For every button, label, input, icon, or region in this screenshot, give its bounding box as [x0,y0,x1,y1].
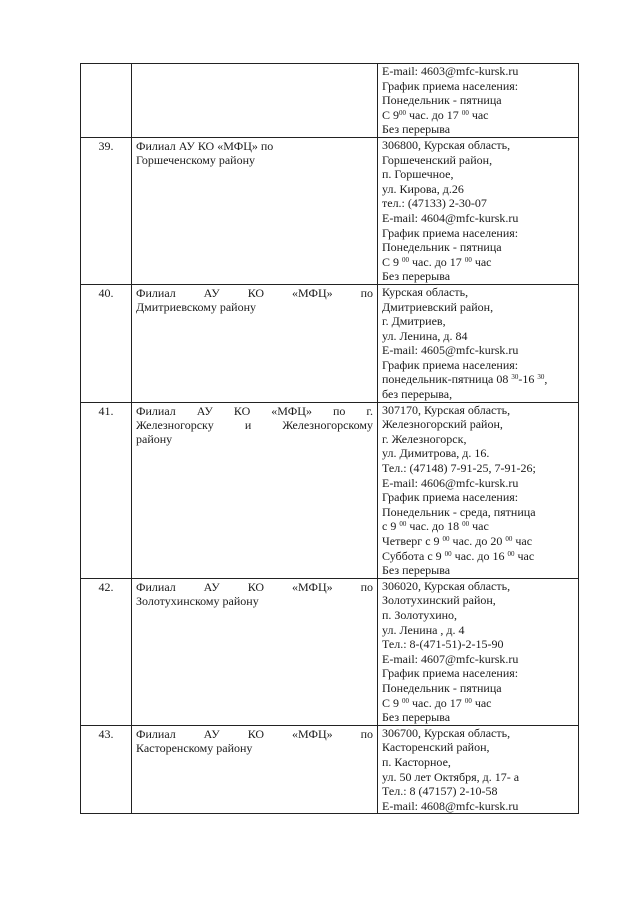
contact-line [382,784,576,799]
contact-info-cell [378,402,579,578]
table-row [81,402,579,578]
time-minutes: 00 [464,696,472,705]
branch-name-cell [132,725,378,814]
contact-info-cell [378,284,579,402]
contact-line [382,269,576,284]
contact-text: 306700, Курская область, [382,725,511,740]
branch-name [132,403,377,446]
table-row [81,284,579,402]
contact-line [382,563,576,578]
contact-line [382,593,576,608]
branch-name [132,64,377,65]
contact-line [382,519,576,534]
contact-text: час. до 20 [449,534,506,548]
time-minutes: 00 [464,255,472,264]
contact-text: без перерыва, [382,387,453,402]
time-minutes: 00 [461,108,469,117]
branch-name-line: Касторенскому району [136,740,253,755]
contact-line [382,226,576,241]
contact-text: Без перерыва [382,563,451,578]
contact-text: Касторенский район, [382,740,490,755]
time-minutes: 00 [399,108,407,117]
contact-text: час. до 17 [409,695,465,710]
contact-text: Дмитриевский район, [382,299,494,314]
time-minutes: 00 [402,696,410,705]
contact-line [382,534,576,549]
contact-text: Курская область, [382,284,469,299]
contact-text: г. Железногорск, [382,431,467,446]
branch-name-line: Железногорску и Железногорскому [136,417,373,432]
contact-line [382,211,576,226]
contact-line [382,770,576,785]
row-number-cell [81,64,132,138]
contact-line [382,666,576,681]
contact-text: Четверг с 9 [382,534,443,548]
contact-line [382,710,576,725]
contact-text: E-mail: 4608@mfc-kursk.ru [382,798,519,813]
row-number: 43. [98,726,114,741]
contact-line [382,417,576,432]
time-minutes: 00 [399,520,407,529]
contact-text: График приема населения: [382,490,519,505]
contact-text: 306020, Курская область, [382,578,511,593]
contact-line [382,623,576,638]
contact-text: E-mail: 4604@mfc-kursk.ru [382,210,519,225]
table-row [81,578,579,725]
time-minutes: 00 [507,549,515,558]
contact-text: График приема населения: [382,357,519,372]
contact-text: Горшеченский район, [382,152,493,167]
contact-info [378,726,578,814]
contact-line [382,240,576,255]
contact-line [382,726,576,741]
contact-info [378,64,578,137]
contact-text: С 9 [382,254,403,269]
contact-text: Понедельник - пятница [382,93,502,108]
time-minutes: 00 [462,520,470,529]
contact-text: час [514,548,535,563]
time-minutes: 30 [537,373,545,382]
contact-line [382,681,576,696]
contact-text: п. Касторное, [382,754,451,769]
contact-info-cell [378,725,579,814]
contact-line [382,138,576,153]
contact-line [382,432,576,447]
branch-name-line: Горшеченскому району [136,152,256,167]
contact-text: час [471,254,492,269]
contact-info [378,579,578,725]
contact-line [382,755,576,770]
row-number-cell [81,402,132,578]
contact-line [382,300,576,315]
contact-info [378,285,578,402]
contact-line [382,446,576,461]
contact-text: г. Дмитриев, [382,314,446,329]
contact-line [382,153,576,168]
contact-line [382,490,576,505]
row-number-cell [81,578,132,725]
branch-name-cell [132,284,378,402]
row-number: 39. [98,138,114,153]
contact-text: с 9 [382,519,400,534]
contact-text: Понедельник - пятница [382,240,502,255]
contact-line [382,314,576,329]
time-minutes: 00 [402,255,410,264]
contact-text: 307170, Курская область, [382,402,511,417]
contact-line [382,64,576,79]
contact-text: Без перерыва [382,710,451,725]
branch-name-line: Золотухинскому району [136,593,259,608]
contact-text: С 9 [382,695,403,710]
contact-text: График приема населения: [382,225,519,240]
contact-info-cell [378,578,579,725]
contact-info [378,403,578,578]
row-number [81,64,131,65]
contact-text: час. до 17 [409,254,465,269]
branch-name-cell [132,402,378,578]
branch-name-line: Филиал АУ КО «МФЦ» по [136,579,373,594]
row-number: 40. [98,285,114,300]
contact-line [382,505,576,520]
table-row [81,137,579,284]
contact-text: График приема населения: [382,666,519,681]
row-number-cell [81,725,132,814]
branch-name-cell [132,137,378,284]
contact-text: понедельник-пятница 08 [382,372,512,387]
branch-name-line: Филиал АУ КО «МФЦ» по г. [136,403,373,418]
contact-text: час. до 16 [451,548,508,563]
contact-line [382,549,576,564]
contact-text: Тел.: 8 (47157) 2-10-58 [382,784,498,799]
branch-name [132,285,377,314]
table-row [81,64,579,138]
contact-line [382,696,576,711]
contact-line [382,358,576,373]
contact-line [382,403,576,418]
contact-line [382,108,576,123]
contact-line [382,255,576,270]
contact-text: Без перерыва [382,122,451,137]
contact-line [382,637,576,652]
contact-line [382,799,576,814]
contact-line [382,329,576,344]
contact-line [382,579,576,594]
contact-line [382,372,576,387]
contact-line [382,476,576,491]
contact-text: , [544,372,548,387]
branches-table-body [81,64,579,814]
time-minutes: 00 [444,549,452,558]
contact-text: E-mail: 4607@mfc-kursk.ru [382,651,519,666]
contact-line [382,93,576,108]
contact-text: Золотухинский район, [382,593,496,608]
row-number-cell [81,137,132,284]
contact-text: час. до 17 [406,107,462,122]
contact-line [382,461,576,476]
branch-name [132,138,377,167]
contact-text: E-mail: 4605@mfc-kursk.ru [382,343,519,358]
contact-line [382,285,576,300]
contact-line [382,387,576,402]
contact-line [382,608,576,623]
contact-text: E-mail: 4606@mfc-kursk.ru [382,475,519,490]
contact-info-cell [378,64,579,138]
contact-text: Понедельник - среда, пятница [382,504,536,519]
contact-line [382,196,576,211]
branch-name-cell [132,578,378,725]
branch-name-cell [132,64,378,138]
contact-line [382,740,576,755]
contact-text: час [469,519,489,534]
contact-text: п. Горшечное, [382,167,454,182]
branch-name [132,726,377,755]
contact-text: ул. Димитрова, д. 16. [382,446,490,461]
time-minutes: 30 [511,373,519,382]
row-number: 41. [98,403,114,418]
contact-info [378,138,578,284]
contact-line [382,182,576,197]
contact-text: Железногорский район, [382,417,503,432]
contact-text: Тел.: (47148) 7-91-25, 7-91-26; [382,461,536,476]
contact-text: тел.: (47133) 2-30-07 [382,196,487,211]
time-minutes: 00 [442,535,450,543]
contact-text: 306800, Курская область, [382,137,511,152]
branch-name-line: Дмитриевскому району [136,299,257,314]
contact-text: п. Золотухино, [382,607,458,622]
contact-text: Понедельник - пятница [382,680,502,695]
table-row [81,725,579,814]
contact-text: час [471,695,492,710]
contact-line [382,167,576,182]
contact-info-cell [378,137,579,284]
contact-text: График приема населения: [382,78,519,93]
contact-text: ул. Ленина, д. 84 [382,328,468,343]
row-number: 42. [98,579,114,594]
contact-line [382,652,576,667]
contact-text: час [468,107,489,122]
branches-table [80,63,579,814]
branch-name-line: Филиал АУ КО «МФЦ» по [136,285,373,300]
branch-name-line: Филиал АУ КО «МФЦ» по [136,138,274,153]
row-number-cell [81,284,132,402]
contact-line [382,122,576,137]
contact-text: час. до 18 [406,519,463,534]
contact-text: С 9 [382,107,400,122]
contact-text: ул. Ленина , д. 4 [382,622,465,637]
contact-text: час [512,534,533,548]
contact-text: E-mail: 4603@mfc-kursk.ru [382,64,519,78]
contact-text: ул. 50 лет Октября, д. 17- а [382,769,520,784]
contact-text: Тел.: 8-(471-51)-2-15-90 [382,637,504,652]
contact-line [382,343,576,358]
contact-line [382,79,576,94]
time-minutes: 00 [505,535,513,543]
contact-text: ул. Кирова, д.26 [382,181,464,196]
contact-text: Суббота с 9 [382,548,445,563]
contact-text: Без перерыва [382,269,451,284]
branch-name [132,579,377,608]
contact-text: -16 [518,372,538,387]
branch-name-line: Филиал АУ КО «МФЦ» по [136,726,373,741]
branch-name-line: району [136,431,173,446]
